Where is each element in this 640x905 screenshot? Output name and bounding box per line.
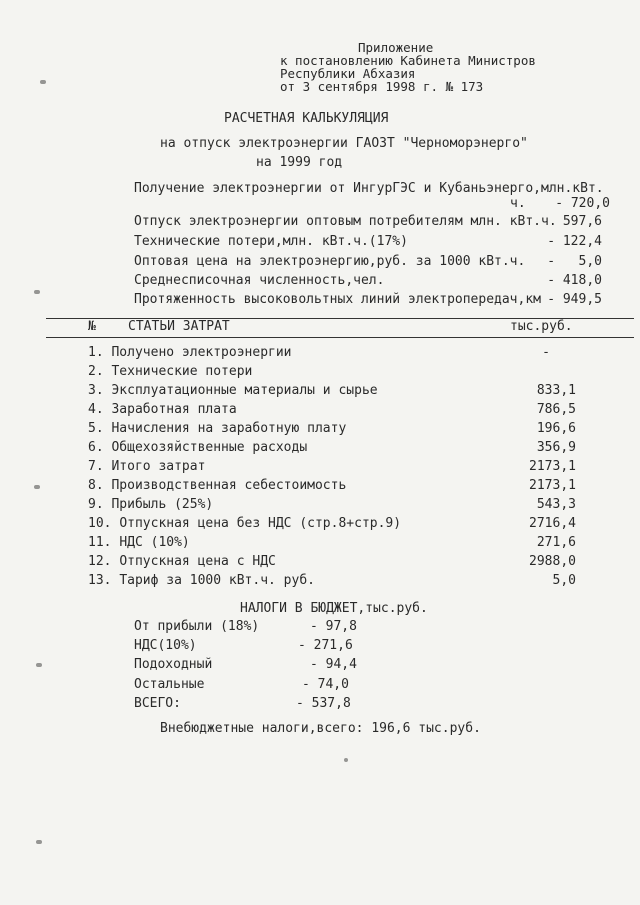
- table-header-value: тыс.руб.: [510, 319, 573, 334]
- row-label: Общехозяйственные расходы: [111, 440, 308, 455]
- row-number: 4.: [88, 402, 104, 417]
- tax-value: - 271,6: [298, 638, 353, 653]
- param-price-label: Оптовая цена на электроэнергию,руб. за 1000 кВт.ч.: [134, 254, 526, 269]
- scan-speck: [36, 840, 42, 844]
- row-number: 3.: [88, 383, 104, 398]
- row-value: -: [542, 345, 550, 360]
- param-receipt-label-cont: ч.: [510, 196, 526, 211]
- row-value: 5,0: [552, 573, 576, 588]
- row-value: 786,5: [536, 402, 576, 417]
- row-label: Отпускная цена с НДС: [119, 554, 276, 569]
- param-wholesale-value: 597,6: [562, 214, 602, 229]
- title-subline-2: на 1999 год: [256, 155, 343, 170]
- row-label: Заработная плата: [111, 402, 237, 417]
- table-header-items: СТАТЬИ ЗАТРАТ: [128, 319, 230, 334]
- row-value: 356,9: [536, 440, 576, 455]
- param-receipt-label: Получение электроэнергии от ИнгурГЭС и Кубаньэнерго,млн.кВт.: [134, 181, 604, 196]
- row-number: 13.: [88, 573, 112, 588]
- row-number: 8.: [88, 478, 104, 493]
- table-header-rule: [46, 337, 634, 338]
- row-label: Тариф за 1000 кВт.ч. руб.: [119, 573, 315, 588]
- row-label: Технические потери: [111, 364, 253, 379]
- row-label: Итого затрат: [111, 459, 206, 474]
- row-value: 196,6: [536, 421, 576, 436]
- row-value: 2988,0: [529, 554, 576, 569]
- row-number: 7.: [88, 459, 104, 474]
- row-label: Производственная себестоимость: [111, 478, 347, 493]
- row-number: 5.: [88, 421, 104, 436]
- param-lines-label: Протяженность высоковольтных линий электропередач,км: [134, 292, 541, 307]
- tax-label: Подоходный: [134, 657, 213, 672]
- tax-value: - 537,8: [296, 696, 351, 711]
- date-line: от 3 сентября 1998 г. № 173: [280, 79, 484, 94]
- taxes-title: НАЛОГИ В БЮДЖЕТ,тыс.руб.: [240, 601, 428, 616]
- row-label: Получено электроэнергии: [111, 345, 292, 360]
- republic-line: Республики Абхазия: [280, 66, 416, 81]
- row-value: 2173,1: [529, 478, 576, 493]
- row-label: НДС (10%): [119, 535, 190, 550]
- row-number: 12.: [88, 554, 112, 569]
- param-lines-value: - 949,5: [547, 292, 602, 307]
- scan-speck: [344, 758, 348, 762]
- row-label: Эксплуатационные материалы и сырье: [111, 383, 378, 398]
- row-label: Прибыль (25%): [111, 497, 214, 512]
- param-losses-value: - 122,4: [547, 234, 602, 249]
- tax-value: - 94,4: [310, 657, 357, 672]
- tax-value: - 74,0: [302, 677, 349, 692]
- param-price-value: - 5,0: [547, 254, 602, 269]
- table-header-number: №: [88, 319, 96, 334]
- param-receipt-value: - 720,0: [555, 196, 610, 211]
- scan-speck: [34, 290, 40, 294]
- decree-line: к постановлению Кабинета Министров: [280, 53, 536, 68]
- row-value: 271,6: [536, 535, 576, 550]
- tax-label: От прибыли (18%): [134, 619, 260, 634]
- row-number: 11.: [88, 535, 112, 550]
- appendix-label: Приложение: [358, 40, 434, 55]
- param-wholesale-label: Отпуск электроэнергии оптовым потребителям млн. кВт.ч.: [134, 214, 557, 229]
- row-label: Начисления на заработную плату: [111, 421, 347, 436]
- row-number: 1.: [88, 345, 104, 360]
- tax-label: НДС(10%): [134, 638, 197, 653]
- row-number: 10.: [88, 516, 112, 531]
- tax-label: ВСЕГО:: [134, 696, 181, 711]
- tax-value: - 97,8: [310, 619, 357, 634]
- row-value: 833,1: [536, 383, 576, 398]
- param-headcount-label: Среднесписочная численность,чел.: [134, 273, 385, 288]
- row-value: 2173,1: [529, 459, 576, 474]
- param-losses-label: Технические потери,млн. кВт.ч.(17%): [134, 234, 408, 249]
- row-value: 2716,4: [529, 516, 576, 531]
- row-number: 6.: [88, 440, 104, 455]
- row-number: 9.: [88, 497, 104, 512]
- scan-speck: [36, 663, 42, 667]
- scan-speck: [34, 485, 40, 489]
- tax-label: Остальные: [134, 677, 205, 692]
- offbudget-taxes: Внебюджетные налоги,всего: 196,6 тыс.руб.: [160, 721, 481, 736]
- row-value: 543,3: [536, 497, 576, 512]
- scan-speck: [40, 80, 46, 84]
- row-number: 2.: [88, 364, 104, 379]
- title-subline-1: на отпуск электроэнергии ГАОЗТ "Черноморэнерго": [160, 136, 528, 151]
- page-title: РАСЧЕТНАЯ КАЛЬКУЛЯЦИЯ: [224, 111, 389, 126]
- param-headcount-value: - 418,0: [547, 273, 602, 288]
- row-label: Отпускная цена без НДС (стр.8+стр.9): [119, 516, 402, 531]
